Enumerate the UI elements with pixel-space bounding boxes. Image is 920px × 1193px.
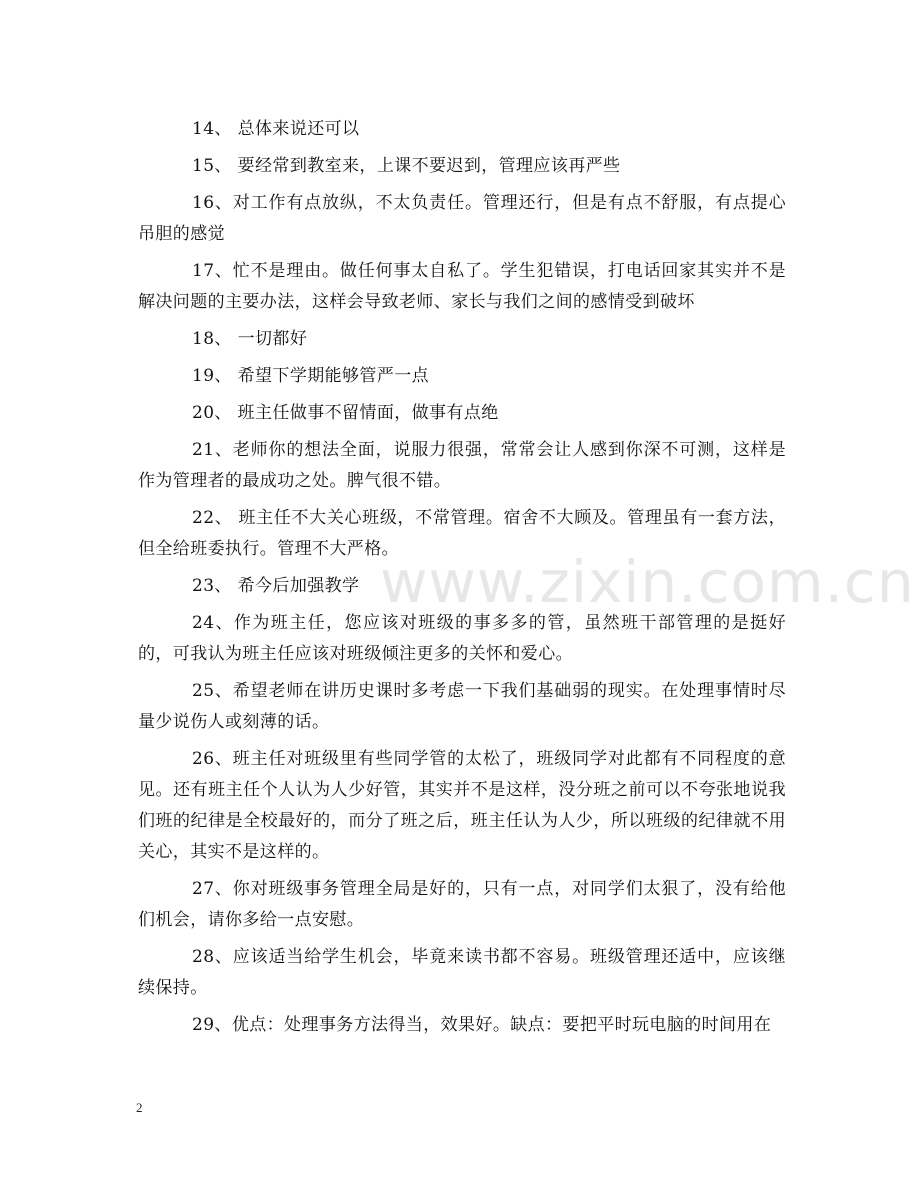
watermark: www.zixin.com.cn <box>380 548 915 616</box>
paragraph-21: 21、老师你的想法全面，说服力很强，常常会让人感到你深不可测，这样是作为管理者的最成功之处。脾气很不错。 <box>138 440 786 491</box>
paragraph-18: 18、 一切都好 <box>192 329 308 349</box>
paragraph-29: 29、优点：处理事务方法得当，效果好。缺点：要把平时玩电脑的时间用在 <box>192 1015 772 1035</box>
paragraph-25: 25、希望老师在讲历史课时多考虑一下我们基础弱的现实。在处理事情时尽量少说伤人或刻薄的话。 <box>138 681 786 732</box>
page-number: 2 <box>136 1100 143 1115</box>
paragraph-17: 17、忙不是理由。做任何事太自私了。学生犯错误，打电话回家其实并不是解决问题的主要办法，这样会导致老师、家长与我们之间的感情受到破坏 <box>138 261 786 312</box>
paragraph-23: 23、 希今后加强教学 <box>192 576 360 596</box>
paragraph-22: 22、 班主任不大关心班级，不常管理。宿舍不大顾及。管理虽有一套方法，但全给班委执行。管理不大严格。 <box>138 508 786 559</box>
paragraph-19: 19、 希望下学期能够管严一点 <box>192 366 430 386</box>
paragraph-28: 28、应该适当给学生机会，毕竟来读书都不容易。班级管理还适中，应该继续保持。 <box>138 947 786 998</box>
paragraph-16: 16、对工作有点放纵，不太负责任。管理还行，但是有点不舒服，有点提心吊胆的感觉 <box>138 193 786 244</box>
paragraph-26: 26、班主任对班级里有些同学管的太松了，班级同学对此都有不同程度的意见。还有班主任个人认为人少好管，其实并不是这样，没分班之前可以不夸张地说我们班的纪律是全校最好的，而分了班之后，班主任认为人少，所以班级的纪律就不用关心，其实不是这样的。 <box>138 749 786 862</box>
paragraph-20: 20、 班主任做事不留情面，做事有点绝 <box>192 403 499 423</box>
paragraph-24: 24、作为班主任，您应该对班级的事多多的管，虽然班干部管理的是挺好的，可我认为班主任应该对班级倾注更多的关怀和爱心。 <box>138 613 786 664</box>
paragraph-14: 14、 总体来说还可以 <box>192 119 360 139</box>
paragraph-27: 27、你对班级事务管理全局是好的，只有一点，对同学们太狠了，没有给他们机会，请你多给一点安慰。 <box>138 879 786 930</box>
paragraph-15: 15、 要经常到教室来，上课不要迟到，管理应该再严些 <box>192 156 621 176</box>
